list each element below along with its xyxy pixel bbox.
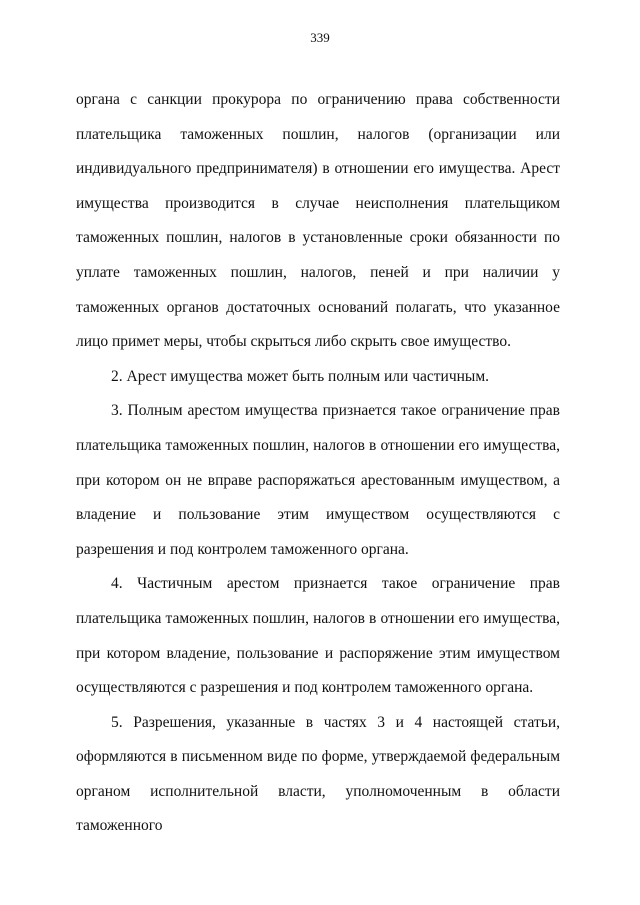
paragraph-part-3: 3. Полным арестом имущества признается такое ограничение прав плательщика таможенных пошлин, налогов в отношении его имущества, при котором он не вправе распоряжаться арестованным имуществом, а владение и пользование этим имуществом осуществляются с разрешения и под контролем таможенного органа. bbox=[76, 402, 560, 558]
paragraph-arrest-continuation: органа с санкции прокурора по ограничению права собственности плательщика таможенных пошлин, налогов (организации или индивидуального предпринимателя) в отношении его имущества. Арест имущества производится в случае неисполнения плательщиком таможенных пошлин, налогов в установленные сроки обязанности по уплате таможенных пошлин, налогов, пеней и при наличии у таможенных органов достаточных оснований полагать, что указанное лицо примет меры, чтобы скрыться либо скрыть свое имущество. bbox=[76, 91, 560, 351]
document-body bbox=[76, 83, 560, 844]
paragraph-part-4: 4. Частичным арестом признается такое ограничение прав плательщика таможенных пошлин, налогов в отношении его имущества, при котором владение, пользование и распоряжение этим имуществом осуществляются с разрешения и под контролем таможенного органа. bbox=[76, 575, 560, 697]
page-number: 339 bbox=[310, 30, 330, 45]
paragraph-part-5: 5. Разрешения, указанные в частях 3 и 4 настоящей статьи, оформляются в письменном виде по форме, утверждаемой федеральным органом исполнительной власти, уполномоченным в области таможенного bbox=[76, 713, 560, 835]
paragraph-part-2: 2. Арест имущества может быть полным или частичным. bbox=[111, 367, 490, 385]
